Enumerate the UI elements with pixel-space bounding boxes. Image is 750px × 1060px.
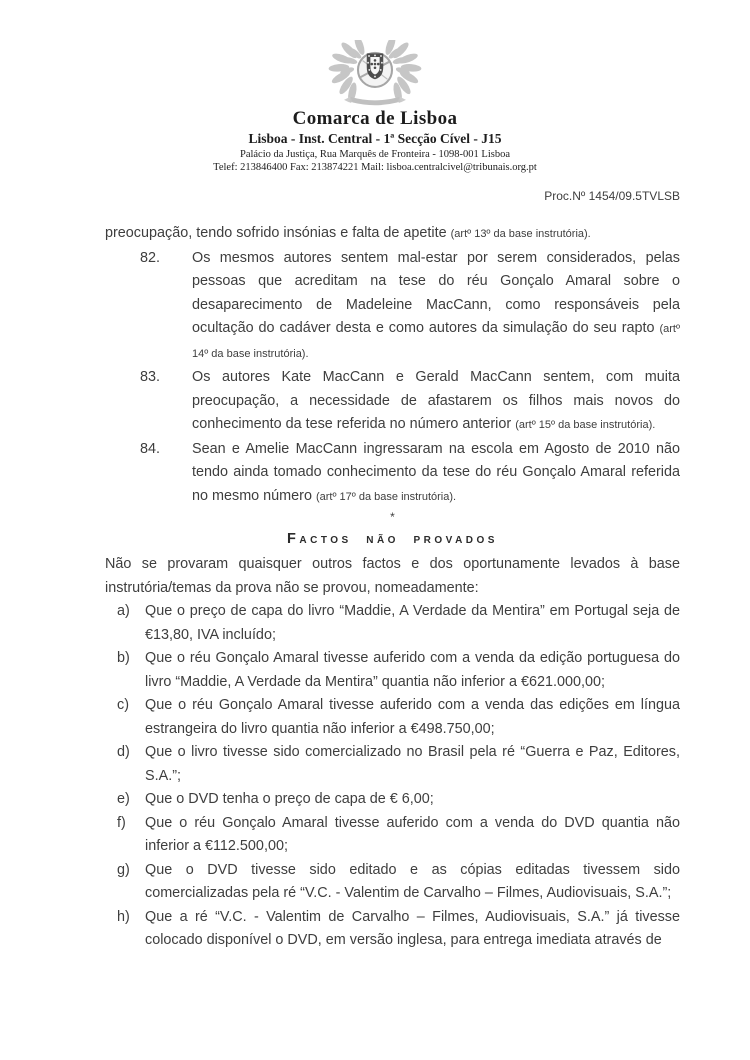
portugal-coat-of-arms-icon: [321, 40, 429, 106]
item-text: Que o réu Gonçalo Amaral tivesse auferido com a venda das edições em língua estrangeira do livro quantia não inferior a €498.750,00;: [145, 697, 680, 737]
item-text-main: Os mesmos autores sentem mal-estar por serem considerados, pelas pessoas que acreditam na tese do réu Gonçalo Amaral sobre o desaparecimento de Madeleine MacCann, como responsáveis pela ocultação do cadáver desta e como autores da simulação do seu rapto: [192, 249, 680, 336]
item-letter: h): [117, 908, 130, 925]
court-name: Comarca de Lisboa: [292, 108, 458, 129]
court-section: Lisboa - Inst. Central - 1ª Secção Cível - J15: [248, 131, 502, 146]
legal-citation: (artº 15º da base instrutória).: [515, 419, 656, 431]
process-number: Proc.Nº 1454/09.5TVLSB: [544, 189, 680, 203]
item-letter: a): [117, 603, 130, 619]
item-letter: c): [117, 697, 129, 713]
lettered-item-d: [105, 741, 680, 788]
paragraph-continuation-text: preocupação, tendo sofrido insónias e falta de apetite: [105, 225, 451, 241]
item-text: Que o livro tivesse sido comercializado no Brasil pela ré “Guerra e Paz, Editores, S.A.”;: [145, 744, 680, 784]
numbered-item-82: [105, 247, 680, 367]
legal-citation: (artº 14º da base instrutória).: [192, 323, 680, 360]
item-text: Que o DVD tivesse sido editado e as cópias editadas tivessem sido comercializadas pela ré “V.C. - Valentim de Carvalho – Filmes, Audiovisuais, S.A.”;: [145, 861, 680, 901]
item-letter: b): [117, 650, 130, 666]
court-contacts: Telef: 213846400 Fax: 213874221 Mail: lisboa.centralcivel@tribunais.org.pt: [213, 162, 537, 173]
lettered-item-h: [105, 906, 680, 953]
item-text: Que o preço de capa do livro “Maddie, A Verdade da Mentira” em Portugal seja de €13,80, IVA incluído;: [145, 603, 680, 643]
legal-citation: (artº 17º da base instrutória).: [315, 490, 457, 503]
lettered-item-c: [105, 694, 680, 741]
document-body: [0, 203, 750, 953]
item-text-main: Sean e Amelie MacCann ingressaram na escola em Agosto de 2010 não tendo ainda tomado conhecimento da tese do réu Gonçalo Amaral referida no mesmo número: [192, 440, 680, 504]
item-letter: f): [117, 814, 126, 831]
asterisk-separator: *: [390, 510, 395, 524]
item-text: Que o réu Gonçalo Amaral tivesse auferido com a venda da edição portuguesa do livro “Maddie, A Verdade da Mentira” quantia não inferior a €621.000,00;: [145, 650, 680, 690]
item-text: [192, 247, 680, 367]
paragraph-continuation: [105, 222, 680, 247]
item-number: 83.: [140, 369, 161, 385]
item-number: 84.: [140, 440, 161, 457]
item-text-main: Os autores Kate MacCann e Gerald MacCann sentem, com muita preocupação, a necessidade de afastarem os filhos mais novos do conhecimento da tese referida no número anterior: [192, 369, 680, 432]
item-text: Que o DVD tenha o preço de capa de € 6,00;: [145, 791, 434, 807]
section-heading-factos-nao-provados: Factos não provados: [287, 531, 498, 547]
lettered-item-g: [105, 859, 680, 906]
item-text: Que o réu Gonçalo Amaral tivesse auferido com a venda do DVD quantia não inferior a €112.500,00;: [145, 814, 680, 854]
item-letter: g): [117, 861, 130, 878]
court-address: Palácio da Justiça, Rua Marquês de Fronteira - 1098-001 Lisboa: [239, 149, 511, 160]
item-number: 82.: [140, 249, 161, 266]
lettered-item-a: [105, 600, 680, 647]
item-letter: e): [117, 791, 130, 807]
intro-paragraph: Não se provaram quaisquer outros factos e dos oportunamente levados à base instrutória/temas da prova não se provou, nomeadamente:: [105, 556, 680, 596]
lettered-item-e: [105, 788, 680, 812]
lettered-item-f: [105, 812, 680, 859]
item-text: Que a ré “V.C. - Valentim de Carvalho – Filmes, Audiovisuais, S.A.” já tivesse colocado disponível o DVD, em versão inglesa, para entrega imediata através de: [145, 908, 680, 948]
numbered-item-83: [105, 366, 680, 438]
court-letterhead: [0, 0, 750, 174]
item-text: [192, 366, 680, 438]
legal-citation: (artº 13º da base instrutória).: [450, 228, 591, 240]
lettered-item-b: [105, 647, 680, 694]
numbered-item-84: [105, 438, 680, 510]
item-text: [192, 438, 680, 510]
item-letter: d): [117, 744, 130, 760]
